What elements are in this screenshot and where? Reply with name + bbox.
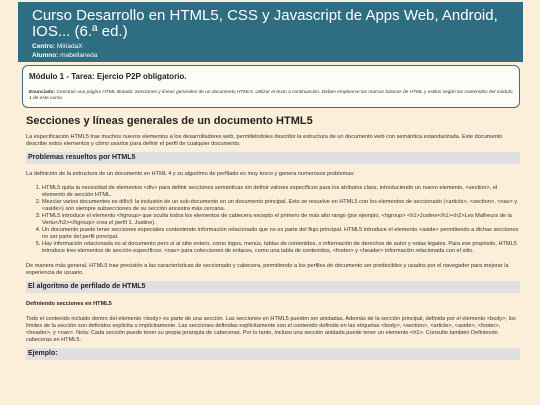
course-meta (32, 43, 509, 60)
list-item: 2. Mezclar varios documentes es difícil: la inclusión de un sub-documento en un documento principal. Esto se resuelve en HTML5 con los elementos de seccionado (<article>, <section>, <nav> y <aside>) son siempre subsecciones de su sección ancestra más cercana. (42, 199, 520, 213)
list-item: 1. HTML5 quita la necesidad de elementos <div> para definir secciones semánticas sin definir valores específicos para los atributos class, introduciendo un nuevo elemento, <section>, el elemento de sección HTML. (42, 185, 520, 199)
problemas-paragraph: La definición de la estructura de un documento en HTML 4 y su algoritmo de perfilado es muy tosco y genera numerosos problemas: (26, 171, 355, 177)
list-item: 3. HTML5 introduce el elemento <hgroup> que oculta todos los elementos de cabecera excepto el primero de más alto rango (por ejemplo, <hgroup> <h1>Justine</h1><h2>Les Malheurs de la Vertu</h2></hgroup> crea el perfil 1. Justine). (42, 213, 520, 227)
course-title: Curso Desarrollo en HTML5, CSS y Javascript de Apps Web, Android, IOS... (6.ª ed.) (32, 7, 498, 40)
list-item: 5. Hay información relacionada no al documento pero sí al sitio entero, como logos, menús, tablas de contenidos, o información de derechos de autor y notas legales. Para ese propósito, HTML5 introduce tres elementos de sección específicos: <nav> para colecciones de enlaces, como una tabla de contenidos, <footer> y <header> información relacionada con el sitio. (42, 241, 520, 255)
enunciado-label: Enunciado: (29, 90, 56, 95)
summary-paragraph: De manera más general, HTML5 trae precisión a las características de seccionado y cabecera, permitiendo a los perfiles de documento ser predecibles y usados por el navegador para mejorar la experiencia de usuario. (26, 263, 509, 276)
section-header-algoritmo: El algoritmo de perfilado de HTML5 (26, 281, 520, 293)
enunciado-text: Construir una página HTML titulada: Secciones y líneas generales de un documento HTML5. Utilizar el texto a continuación. Deben emplearse las marcas básicas de HTML y estilos según los contenidos del módulo 1 de este curso. (29, 90, 513, 101)
alumno-label: Alumno: (32, 51, 59, 59)
centro-value: MiriadaX (56, 43, 83, 50)
intro-paragraph: La especificación HTML5 trae muchos nuevos elementos a los desarrolladores web, permitiéndoles describir la estructura de un documento web con semántica estandarizada. Este documento describe estos elementos y cómo usarlos para definir el perfil de cualquier documento. (26, 134, 503, 147)
main-content (26, 114, 520, 360)
subheading-definiendo: Definiendo secciones en HTML5 (26, 301, 112, 307)
task-box (22, 65, 520, 108)
centro-row (32, 43, 509, 52)
algoritmo-paragraph: Todo el contenido incluido dentro del elemento <body> es parte de una sección. Las secciones en HTML5 pueden ser anidadas. Además de la sección principal, definida por el elemento <body>, los límites de la sección son definidos explícita o implícitamente. Las secciones definidas explícitamente son el contenido definido en las etiquetas <body>, <section>, <article>, <aside>, <footer>, <header>, y <nav>. Nota: Cada sección puede tener su propia jerarquía de cabeceras. Por lo tanto, incluso una sección anidada puede tener un elemento <h1>. Consulte también Definiendo cabeceras en HTML5. (26, 316, 516, 343)
section-header-problemas: Problemas resueltos por HTML5 (26, 152, 520, 164)
task-title: Módulo 1 - Tarea: Ejercio P2P obligatorio. (29, 72, 187, 81)
section-header-ejemplo: Ejemplo: (26, 348, 520, 360)
alumno-row (32, 52, 509, 61)
page-heading: Secciones y líneas generales de un documento HTML5 (26, 115, 313, 127)
course-header (18, 2, 523, 62)
list-item: 4. Un documento puede tener secciones especiales conteniendo información relacionado que no es parte del flujo principal. HTML5 introduce el elemento <aside> permitiendo a dichas secciones no ser parte del perfil principal. (42, 227, 520, 241)
task-enunciado (29, 90, 513, 102)
problems-list (26, 185, 520, 255)
centro-label: Centro: (32, 43, 56, 50)
alumno-value: mabellaneda (60, 51, 98, 59)
